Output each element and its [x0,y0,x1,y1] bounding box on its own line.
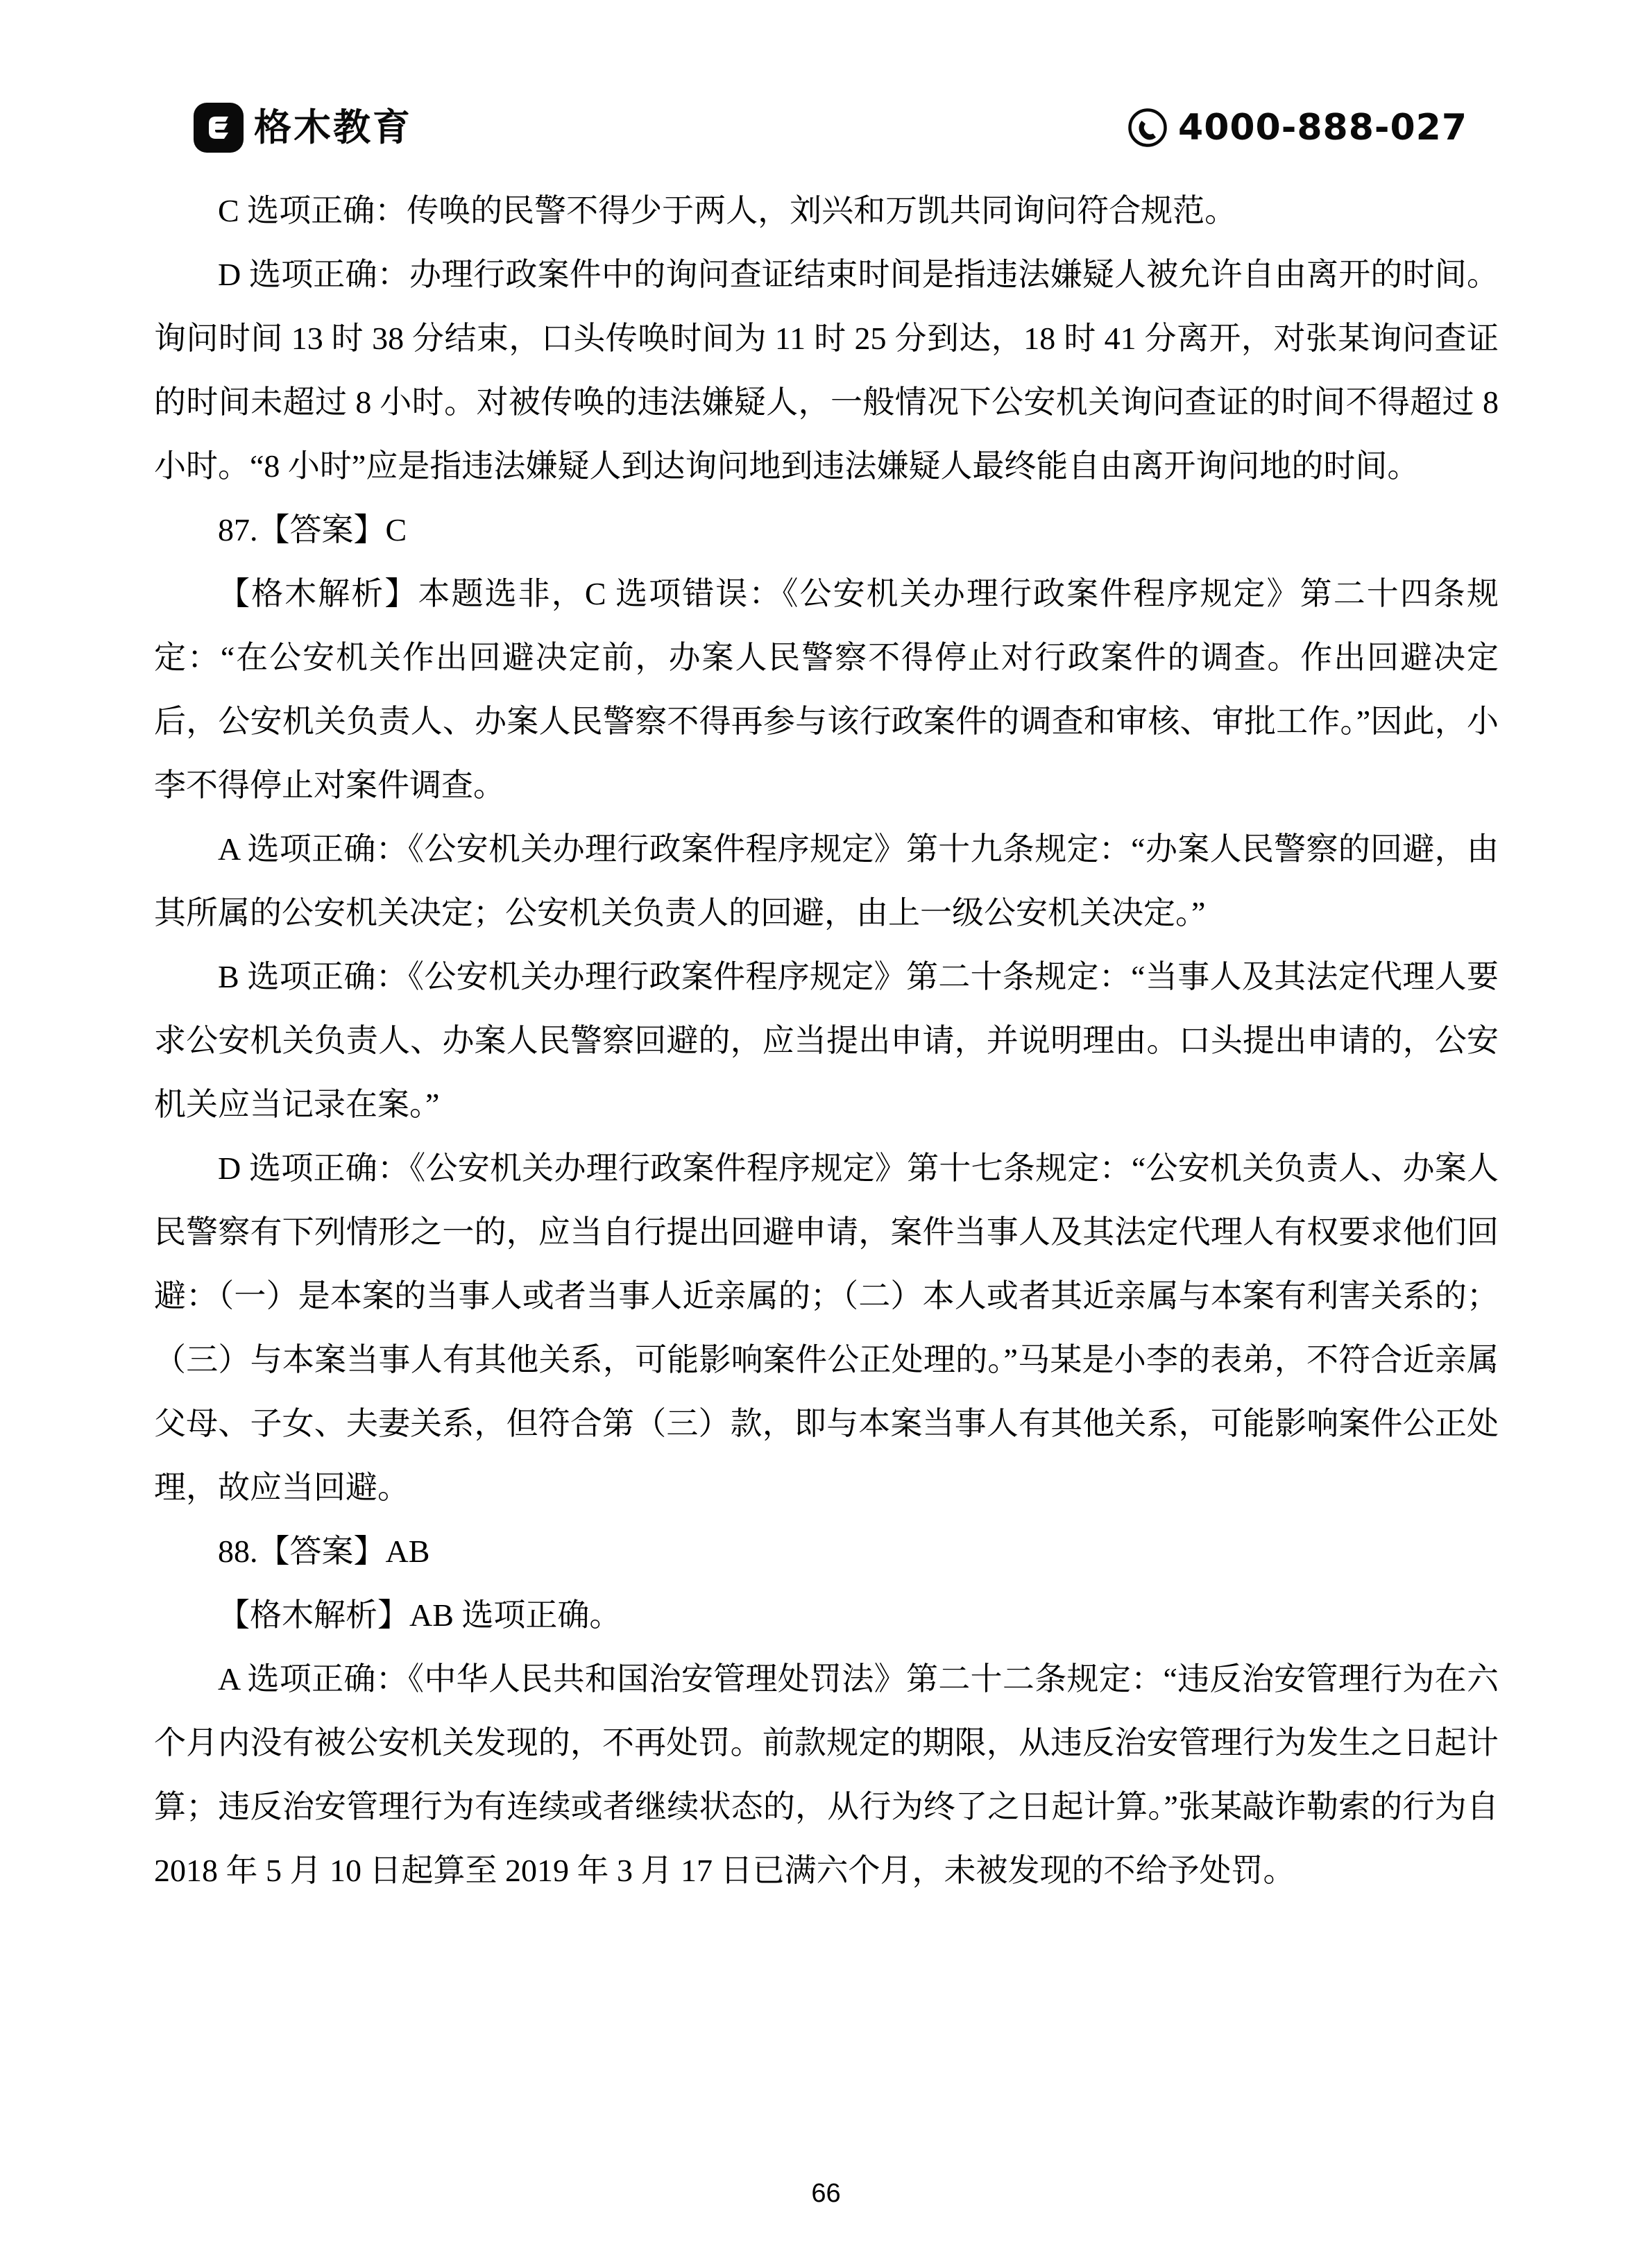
paragraph: 87.【答案】C [218,512,407,547]
paragraph: D 选项正确：办理行政案件中的询问查证结束时间是指违法嫌疑人被允许自由离开的时间。询问时间 13 时 38 分结束，口头传唤时间为 11 时 25 分到达，18 时 41 分离开，对张某询问查证的时间未超过 8 小时。对被传唤的违法嫌疑人，一般情况下公安机关询问查证的时间不得超过 8 小时。“8 小时”应是指违法嫌疑人到达询问地到违法嫌疑人最终能自由离开询问地的时间。 [154,257,1499,484]
document-body [154,179,1499,1903]
paragraph: 88.【答案】AB [218,1534,430,1569]
page-number: 66 [811,2179,841,2208]
page-footer [0,2179,1652,2209]
brand-name-text: 格木教育 [254,105,412,149]
paragraph: A 选项正确：《中华人民共和国治安管理处罚法》第二十二条规定：“违反治安管理行为在六个月内没有被公安机关发现的，不再处罚。前款规定的期限，从违反治安管理行为发生之日起计算；违反治安管理行为有连续或者继续状态的，从行为终了之日起计算。”张某敲诈勒索的行为自 2018 年 5 月 10 日起算至 2019 年 3 月 17 日已满六个月，未被发现的不给予处罚。 [154,1661,1499,1888]
phone-contact [1127,107,1467,148]
phone-number-text: 4000-888-027 [1178,107,1467,148]
phone-icon [1127,107,1168,148]
brand-logo [193,102,412,153]
paragraph: D 选项正确：《公安机关办理行政案件程序规定》第十七条规定：“公安机关负责人、办案人民警察有下列情形之一的，应当自行提出回避申请，案件当事人及其法定代理人有权要求他们回避：（一）是本案的当事人或者当事人近亲属的；（二）本人或者其近亲属与本案有利害关系的；（三）与本案当事人有其他关系，可能影响案件公正处理的。”马某是小李的表弟，不符合近亲属父母、子女、夫妻关系，但符合第（三）款，即与本案当事人有其他关系，可能影响案件公正处理，故应当回避。 [154,1150,1499,1505]
paragraph: C 选项正确：传唤的民警不得少于两人，刘兴和万凯共同询问符合规范。 [218,193,1237,228]
paragraph: 【格木解析】本题选非，C 选项错误：《公安机关办理行政案件程序规定》第二十四条规定：“在公安机关作出回避决定前，办案人民警察不得停止对行政案件的调查。作出回避决定后，公安机关负责人、办案人民警察不得再参与该行政案件的调查和审核、审批工作。”因此，小李不得停止对案件调查。 [154,576,1499,803]
paragraph: B 选项正确：《公安机关办理行政案件程序规定》第二十条规定：“当事人及其法定代理人要求公安机关负责人、办案人民警察回避的，应当提出申请，并说明理由。口头提出申请的，公安机关应当记录在案。” [154,959,1499,1122]
paragraph: 【格木解析】AB 选项正确。 [218,1597,622,1633]
paragraph: A 选项正确：《公安机关办理行政案件程序规定》第十九条规定：“办案人民警察的回避，由其所属的公安机关决定；公安机关负责人的回避，由上一级公安机关决定。” [154,831,1499,931]
page-header [193,101,1467,154]
gemu-logo-icon [193,102,244,153]
